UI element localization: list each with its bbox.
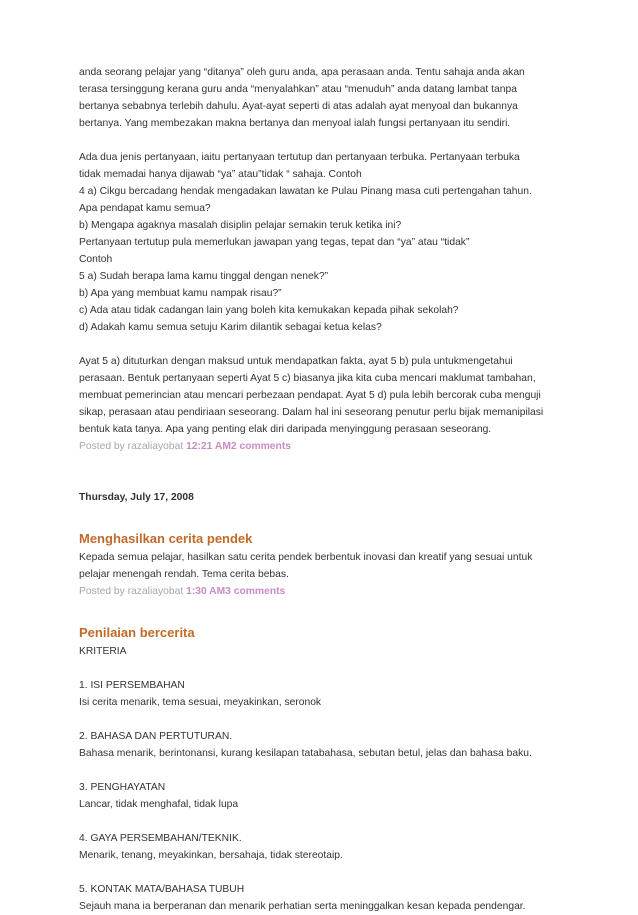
criteria-text: Menarik, tenang, meyakinkan, bersahaja, tidak stereotaip. [79, 850, 343, 861]
text-line: bentuk kata tanya. Apa yang penting elak diri daripada menyinggung perasaan seseorang. [79, 424, 492, 435]
text-line: membuat pemerincian atau mencari perbezaan pendapat. Ayat 5 d) pula lebih bercorak cuba menguji [79, 390, 541, 401]
posted-by-author[interactable]: Posted by razaliayobat [79, 586, 184, 597]
text-line: Contoh [79, 254, 113, 265]
text-line: 5 a) Sudah berapa lama kamu tinggal dengan nenek?” [79, 271, 329, 282]
text-line: perasaan. Bentuk pertanyaan seperti Ayat 5 c) biasanya jika kita cuba mencari maklumat tambahan, [79, 373, 536, 384]
text-line: anda seorang pelajar yang “ditanya” oleh guru anda, apa perasaan anda. Tentu sahaja anda akan [79, 67, 525, 78]
post-title[interactable]: Penilaian bercerita [79, 625, 195, 640]
text-line: 4 a) Cikgu bercadang hendak mengadakan lawatan ke Pulau Pinang masa cuti pertengahan tahun. [79, 186, 532, 197]
date-header: Thursday, July 17, 2008 [79, 492, 194, 503]
comments-link[interactable]: 3 comments [225, 586, 286, 597]
document-page [79, 64, 579, 915]
post-time-link[interactable]: 12:21 AM [186, 441, 231, 452]
text-line: d) Adakah kamu semua setuju Karim dilantik sebagai ketua kelas? [79, 322, 382, 333]
criteria-heading: 3. PENGHAYATAN [79, 782, 166, 793]
criteria-heading: 5. KONTAK MATA/BAHASA TUBUH [79, 884, 245, 895]
paragraph-3 [79, 353, 579, 438]
criteria-heading: 4. GAYA PERSEMBAHAN/TEKNIK. [79, 833, 242, 844]
comments-link[interactable]: 2 comments [230, 441, 291, 452]
post-3 [79, 623, 579, 915]
text-line: Kepada semua pelajar, hasilkan satu cerita pendek berbentuk inovasi dan kreatif yang sesuai untuk [79, 552, 533, 563]
text-line: b) Mengapa agaknya masalah disiplin pelajar semakin teruk ketika ini? [79, 220, 402, 231]
paragraph-1 [79, 64, 579, 132]
criteria-text: Lancar, tidak menghafal, tidak lupa [79, 799, 239, 810]
text-line: bertanya. Yang membezakan makna bertanya dan menyoal ialah fungsi pertanyaan itu sendiri. [79, 118, 511, 129]
text-line: sikap, perasaan atau pendiriaan seseorang. Dalam hal ini seseorang penutur perlu bijak memanipilasi [79, 407, 544, 418]
text-line: terasa tersinggung kerana guru anda “menyalahkan” atau “menuduh” anda datang lambat tanpa [79, 84, 517, 95]
post-1-body [79, 64, 579, 455]
criteria-text: Isi cerita menarik, tema sesuai, meyakinkan, seronok [79, 697, 322, 708]
text-line: Pertanyaan tertutup pula memerlukan jawapan yang tegas, tepat dan “ya” atau “tidak” [79, 237, 470, 248]
text-line: Ayat 5 a) dituturkan dengan maksud untuk mendapatkan fakta, ayat 5 b) pula untukmengetahui [79, 356, 513, 367]
post-2 [79, 529, 579, 600]
text-line: Apa pendapat kamu semua? [79, 203, 211, 214]
criteria-heading: 2. BAHASA DAN PERTUTURAN. [79, 731, 233, 742]
posted-by-author[interactable]: Posted by razaliayobat [79, 441, 184, 452]
text-line: b) Apa yang membuat kamu nampak risau?” [79, 288, 282, 299]
post-time-link[interactable]: 1:30 AM [186, 586, 226, 597]
criteria-text: Bahasa menarik, berintonansi, kurang kesilapan tatabahasa, sebutan betul, jelas dan bahasa baku. [79, 748, 532, 759]
text-line: pelajar menengah rendah. Tema cerita bebas. [79, 569, 289, 580]
paragraph-2 [79, 149, 579, 336]
criteria-text: Sejauh mana ia berperanan dan menarik perhatian serta meninggalkan kesan kepada pendengar. [79, 901, 526, 912]
text-line: tidak memadai hanya dijawab “ya” atau”tidak “ sahaja. Contoh [79, 169, 362, 180]
text-line: Ada dua jenis pertanyaan, iaitu pertanyaan tertutup dan pertanyaan terbuka. Pertanyaan terbuka [79, 152, 520, 163]
criteria-label: KRITERIA [79, 646, 127, 657]
post-footer [79, 583, 579, 600]
criteria-heading: 1. ISI PERSEMBAHAN [79, 680, 185, 691]
post-title[interactable]: Menghasilkan cerita pendek [79, 531, 253, 546]
post-footer [79, 438, 579, 455]
text-line: bertanya sebabnya terlebih dahulu. Ayat-ayat seperti di atas adalah ayat menyoal dan bukannya [79, 101, 518, 112]
text-line: c) Ada atau tidak cadangan lain yang boleh kita kemukakan kepada pihak sekolah? [79, 305, 459, 316]
